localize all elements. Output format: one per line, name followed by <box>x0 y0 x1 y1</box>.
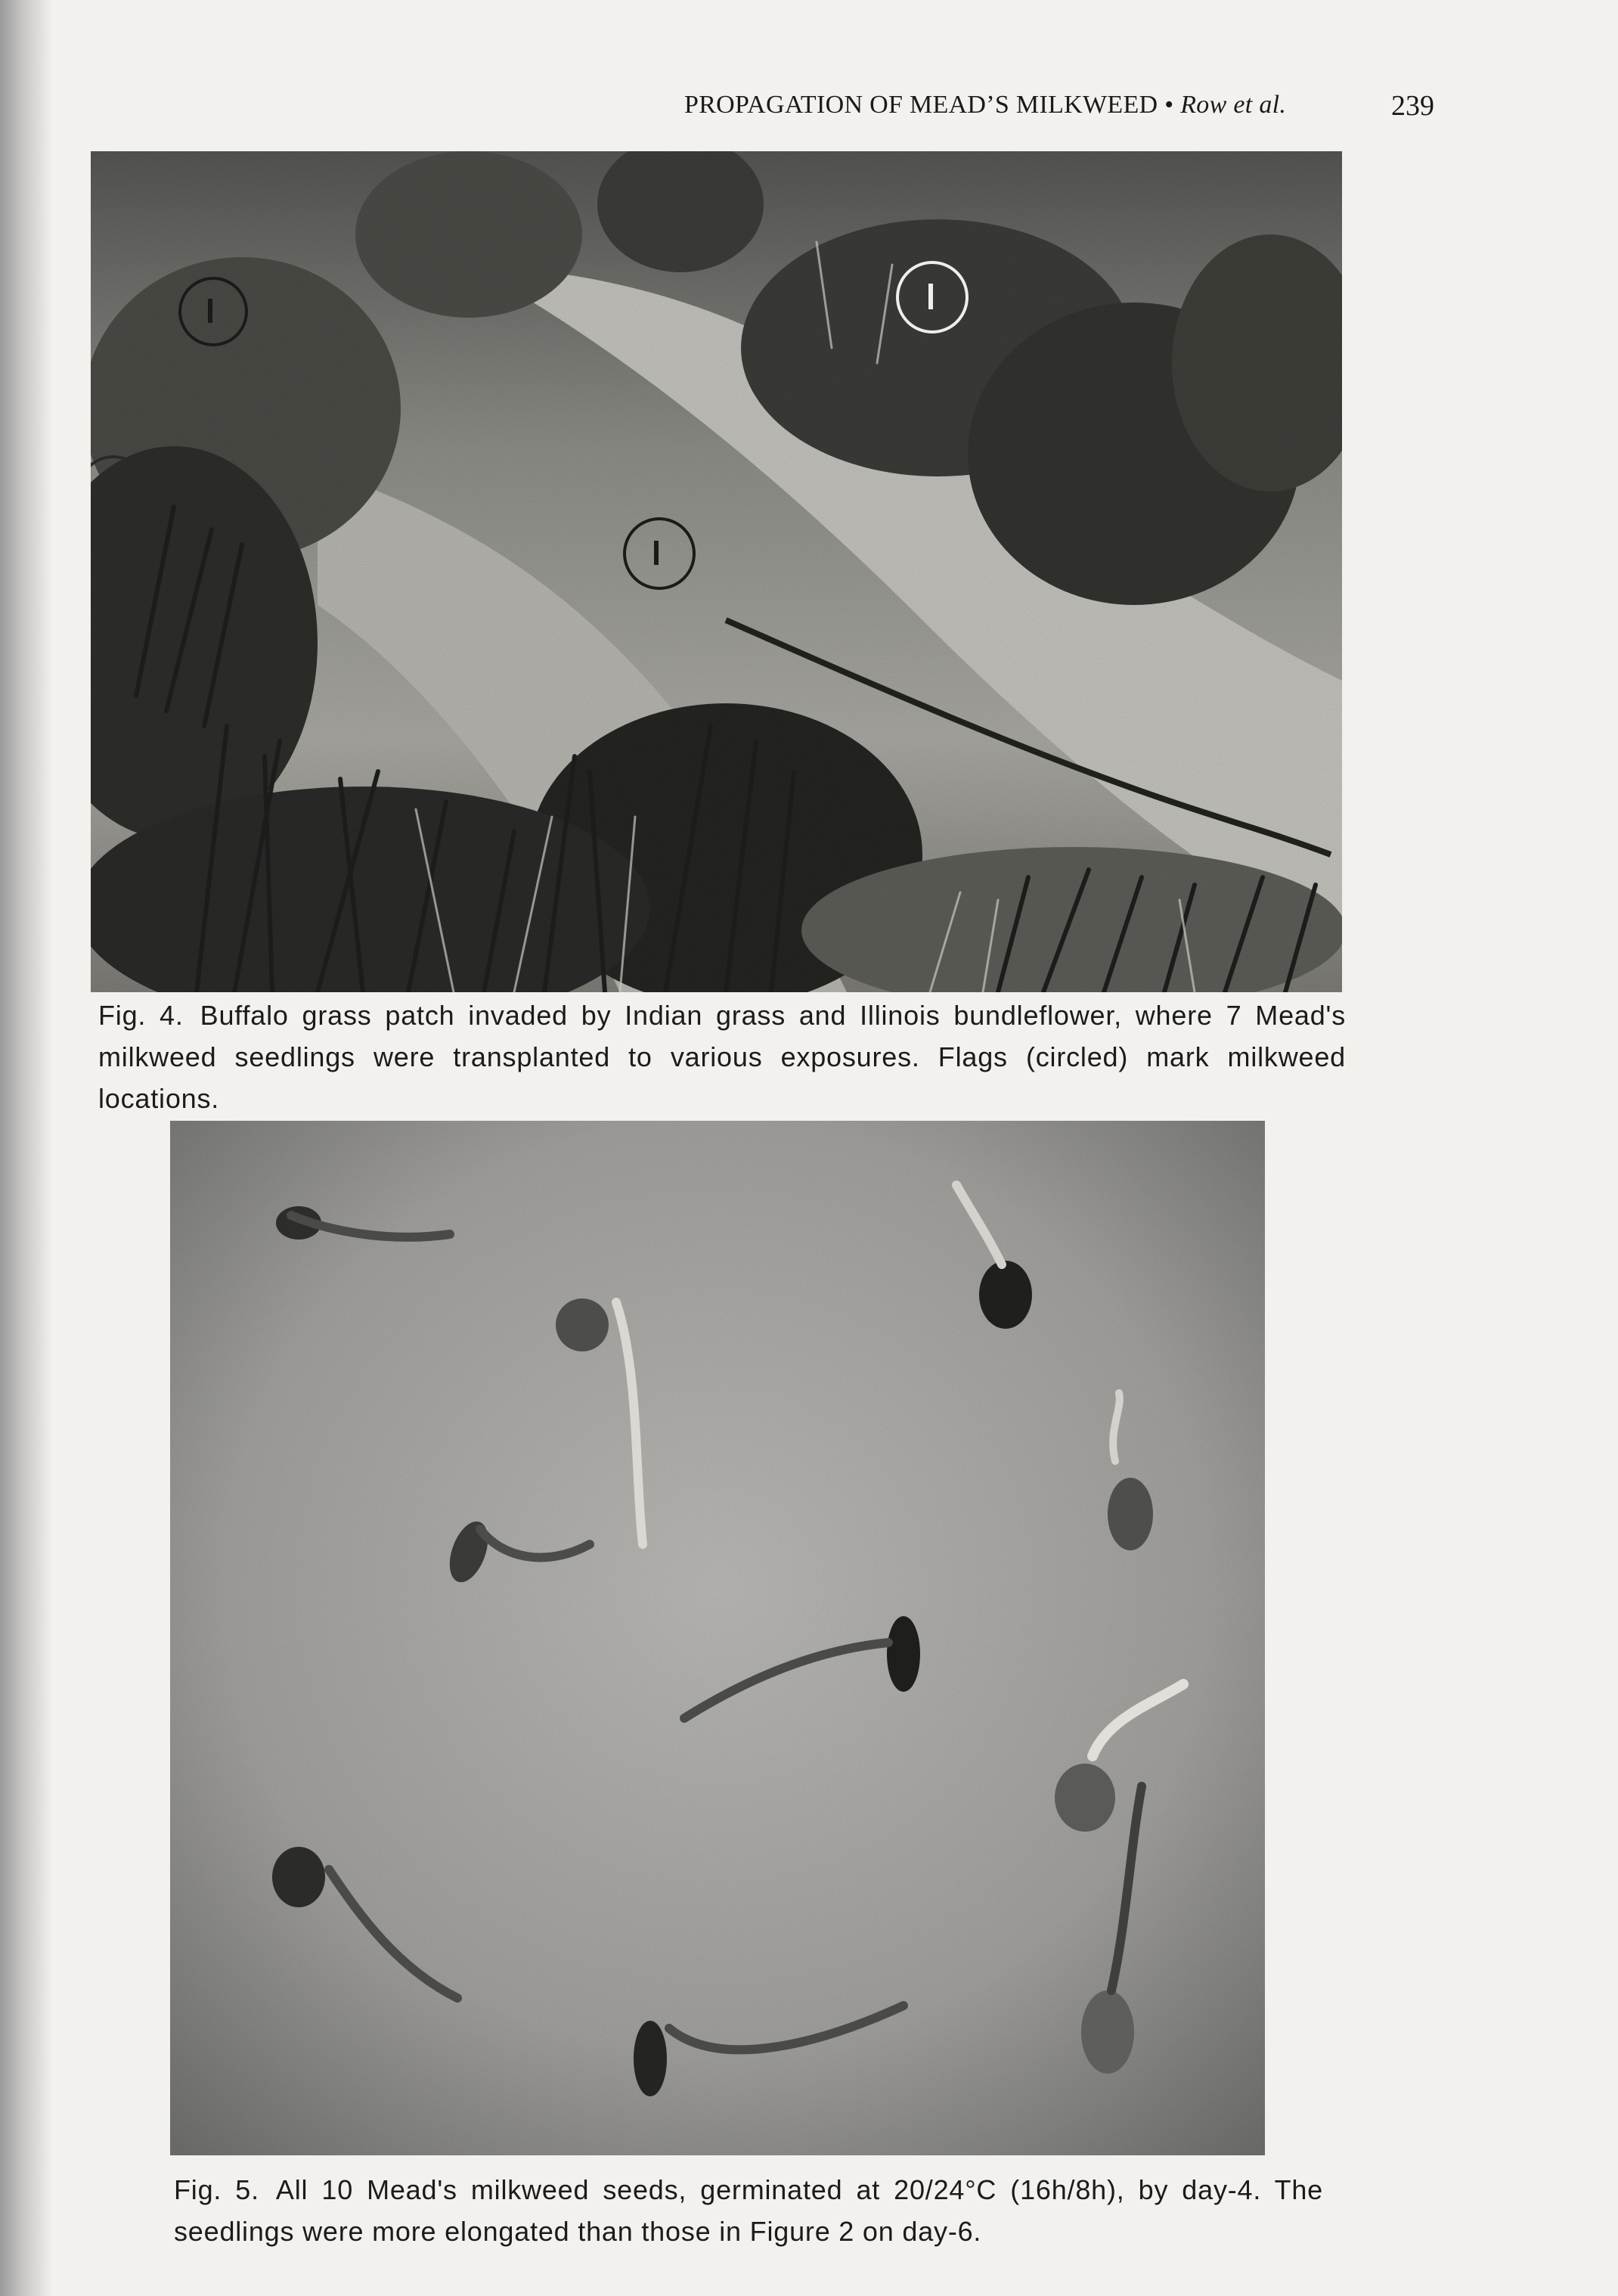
figure-5-caption <box>174 2169 1323 2252</box>
seed <box>272 1847 325 1907</box>
seed <box>1055 1764 1115 1832</box>
running-title: PROPAGATION OF MEAD’S MILKWEED <box>684 91 1158 119</box>
figure-5-caption-text: All 10 Mead's milkweed seeds, germinated at 20/24°C (16h/8h), by day-4. The seedlings were more elongated than those in Figure 2 on day-6. <box>174 2174 1323 2247</box>
figure-4-label: Fig. 4. <box>98 1000 184 1031</box>
figure-4-photo <box>91 151 1342 992</box>
figure-4-caption <box>98 994 1346 1119</box>
separator-bullet: • <box>1164 91 1174 119</box>
page-number: 239 <box>1391 90 1434 122</box>
seed <box>979 1261 1032 1329</box>
seed <box>1108 1478 1153 1550</box>
seed <box>556 1298 609 1351</box>
running-head <box>684 91 1440 119</box>
figure-5-photo <box>170 1121 1265 2155</box>
running-authors: Row et al. <box>1180 91 1287 119</box>
figure-4-caption-text: Buffalo grass patch invaded by Indian grass and Illinois bundleflower, where 7 Mead's milkweed seedlings were transplanted to various exposures. Flags (circled) mark milkweed locations. <box>98 1000 1347 1114</box>
seed <box>887 1616 920 1692</box>
scan-edge-shadow <box>0 0 53 2296</box>
seed <box>1081 1990 1134 2074</box>
seed <box>634 2021 667 2096</box>
figure-5-label: Fig. 5. <box>174 2174 259 2205</box>
